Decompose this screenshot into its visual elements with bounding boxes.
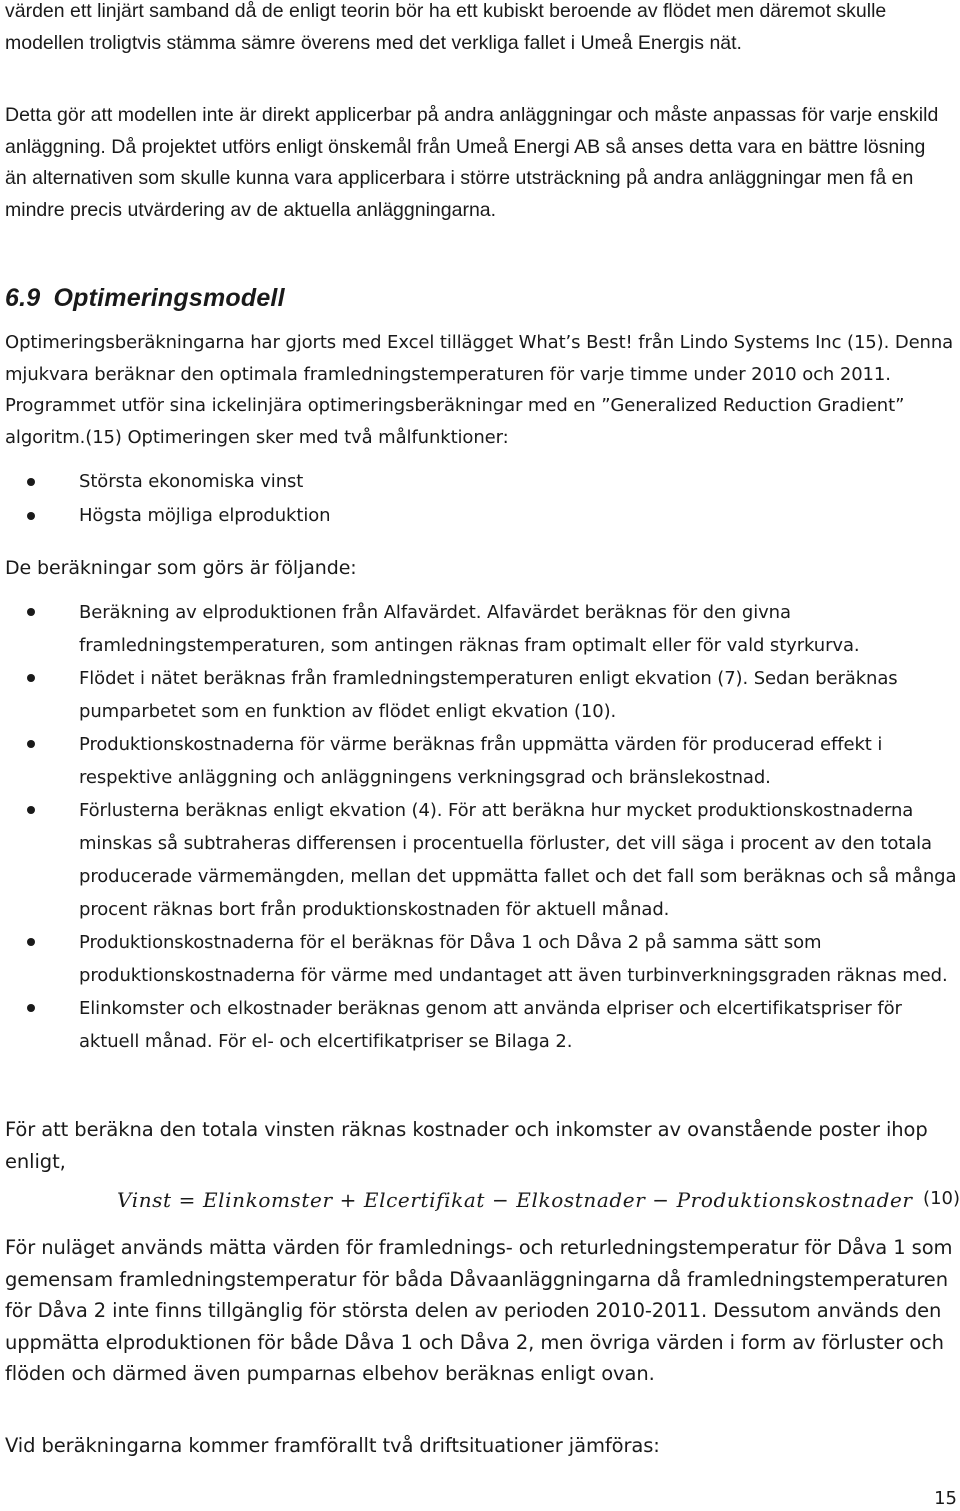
equation-number: (10) (923, 1188, 960, 1209)
list-item: Förlusterna beräknas enligt ekvation (4). För att beräkna hur mycket produktionskostnaderna minskas så subtraheras differensen i procentuella förluster, det vill säga i procent av den totala producerade värmemängden, mellan det uppmätta fallet och det fall som beräknas och så många procent räknas bort från produktionskostnaden för aktuell månad. (5, 794, 957, 926)
paragraph-operating-situations: Vid beräkningarna kommer framförallt två driftsituationer jämföras: (5, 1434, 660, 1457)
list-item: Största ekonomiska vinst (5, 465, 957, 499)
list-item: Elinkomster och elkostnader beräknas genom att använda elpriser och elcertifikatspriser för aktuell månad. För el- och elcertifikatpriser se Bilaga 2. (5, 992, 957, 1058)
bullet-icon (27, 478, 35, 486)
steps-list (5, 596, 957, 1058)
section-heading (5, 284, 285, 313)
bullet-icon (27, 806, 35, 814)
section-number: 6.9 (5, 284, 41, 312)
list-item: Produktionskostnaderna för värme beräknas från uppmätta värden för producerad effekt i respektive anläggning och anläggningens verkningsgrad och bränslekostnad. (5, 728, 957, 794)
list-item: Flödet i nätet beräknas från framledningstemperaturen enligt ekvation (7). Sedan beräknas pumparbetet som en funktion av flödet enligt ekvation (10). (5, 662, 957, 728)
page-number: 15 (934, 1488, 957, 1509)
paragraph-applicability: Detta gör att modellen inte är direkt applicerbar på andra anläggningar och måste anpassas för varje enskild anläggning. Då projektet utförs enligt önskemål från Umeå Energi AB så anses detta vara en bättre lösning än alternativen som skulle kunna vara applicerbara i större utsträckning på andra anläggningar men få en mindre precis utvärdering av de aktuella anläggningarna. (5, 104, 939, 221)
list-item: Beräkning av elproduktionen från Alfavärdet. Alfavärdet beräknas för den givna framledningstemperaturen, som antingen räknas fram optimalt eller för vald styrkurva. (5, 596, 957, 662)
bullet-icon (27, 1004, 35, 1012)
paragraph-intro: värden ett linjärt samband då de enligt teorin bör ha ett kubiskt beroende av flödet men däremot skulle modellen troligtvis stämma sämre överens med det verkliga fallet i Umeå Energis nät. (5, 0, 887, 54)
goals-list (5, 465, 957, 533)
bullet-icon (27, 608, 35, 616)
bullet-icon (27, 740, 35, 748)
list-item: Högsta möjliga elproduktion (5, 499, 957, 533)
paragraph-calculations-intro: De beräkningar som görs är följande: (5, 557, 357, 579)
paragraph-current-values: För nuläget används mätta värden för framlednings- och returledningstemperatur för Dåva 1 som gemensam framledningstemperatur för båda Dåvaanläggningarna då framledningstemperaturen för Dåva 2 inte finns tillgänglig för största delen av perioden 2010-2011. Dessutom används den uppmätta elproduktionen för både Dåva 1 och Dåva 2, men övriga värden i form av förluster och flöden och därmed även pumparnas elbehov beräknas enligt ovan. (5, 1236, 953, 1385)
bullet-icon (27, 674, 35, 682)
equation: Vinst = Elinkomster + Elcertifikat − Elkostnader − Produktionskostnader (117, 1188, 913, 1212)
list-item: Produktionskostnaderna för el beräknas för Dåva 1 och Dåva 2 på samma sätt som produktionskostnaderna för värme med undantaget att även turbinverkningsgraden räknas med. (5, 926, 957, 992)
bullet-icon (27, 512, 35, 520)
bullet-icon (27, 938, 35, 946)
paragraph-optimization: Optimeringsberäkningarna har gjorts med Excel tillägget What’s Best! från Lindo Systems Inc (15). Denna mjukvara beräknar den optimala framledningstemperaturen för varje timme under 2010 och 2011. Programmet utför sina ickelinjära optimeringsberäkningar med en ”Generalized Reduction Gradient” algoritm.(15) Optimeringen sker med två målfunktioner: (5, 332, 954, 448)
section-title: Optimeringsmodell (53, 284, 285, 312)
paragraph-total-profit: För att beräkna den totala vinsten räknas kostnader och inkomster av ovanstående poster ihop enligt, (5, 1118, 928, 1173)
